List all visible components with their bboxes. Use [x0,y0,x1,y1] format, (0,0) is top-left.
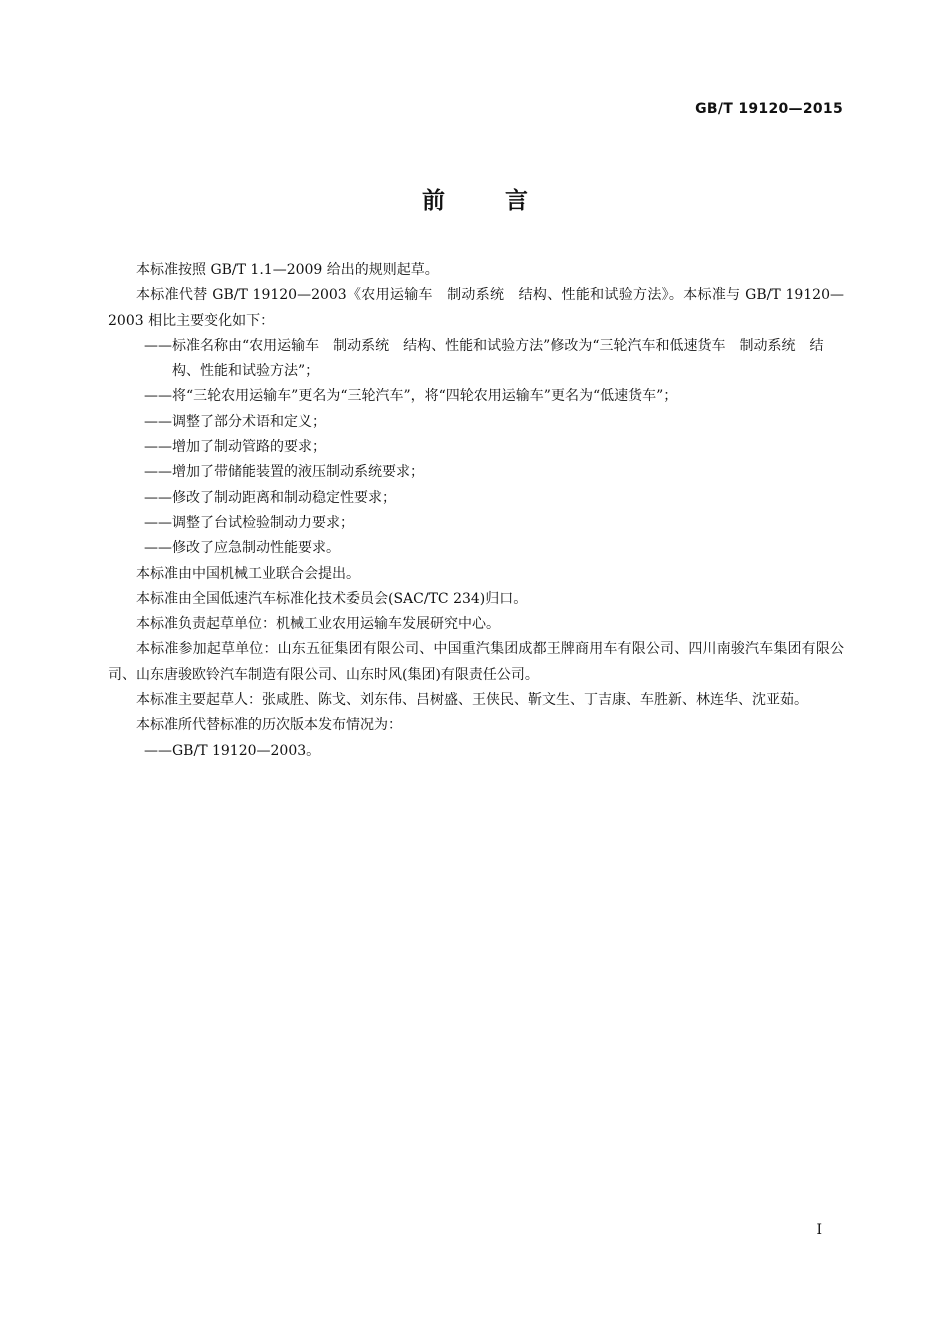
change-item: ——增加了带储能装置的液压制动系统要求； [144,464,424,481]
change-item: ——将“三轮农用运输车”更名为“三轮汽车”，将“四轮农用运输车”更名为“低速货车”； [144,388,678,405]
standard-code: GB/T 19120—2015 [695,101,843,117]
history-item: ——GB/T 19120—2003。 [144,742,321,759]
change-item: ——调整了台试检验制动力要求； [144,514,354,531]
paragraph-responsible-unit: 本标准负责起草单位：机械工业农用运输车发展研究中心。 [136,616,500,633]
paragraph-drafters: 本标准主要起草人：张咸胜、陈戈、刘东伟、吕树盛、王侠民、靳文生、丁吉康、车胜新、林连华、沈亚茹。 [136,692,808,709]
page-title [0,182,950,215]
title-char-2: 言 [505,188,528,214]
paragraph-committee: 本标准由全国低速汽车标准化技术委员会(SAC/TC 234)归口。 [136,590,528,607]
change-item: ——修改了应急制动性能要求。 [144,540,340,557]
change-item: ——修改了制动距离和制动稳定性要求； [144,489,396,506]
paragraph-proposer: 本标准由中国机械工业联合会提出。 [136,565,360,582]
paragraph-version-history: 本标准所代替标准的历次版本发布情况为： [136,717,402,734]
document-body [108,258,844,764]
paragraph-drafting-rules: 本标准按照 GB/T 1.1—2009 给出的规则起草。 [136,262,439,278]
change-item: ——增加了制动管路的要求； [144,439,326,456]
change-item: ——调整了部分术语和定义； [144,413,326,430]
paragraph-participating-units: 本标准参加起草单位：山东五征集团有限公司、中国重汽集团成都王牌商用车有限公司、四川南骏汽车集团有限公司、山东唐骏欧铃汽车制造有限公司、山东时风(集团)有限责任公司。 [108,641,844,683]
paragraph-replacement: 本标准代替 GB/T 19120—2003《农用运输车 制动系统 结构、性能和试验方法》。本标准与 GB/T 19120—2003 相比主要变化如下： [108,287,844,329]
title-char-1: 前 [422,188,445,214]
change-item: ——标准名称由“农用运输车 制动系统 结构、性能和试验方法”修改为“三轮汽车和低速货车 制动系统 结构、性能和试验方法”； [144,337,824,380]
page-number: I [816,1222,822,1238]
